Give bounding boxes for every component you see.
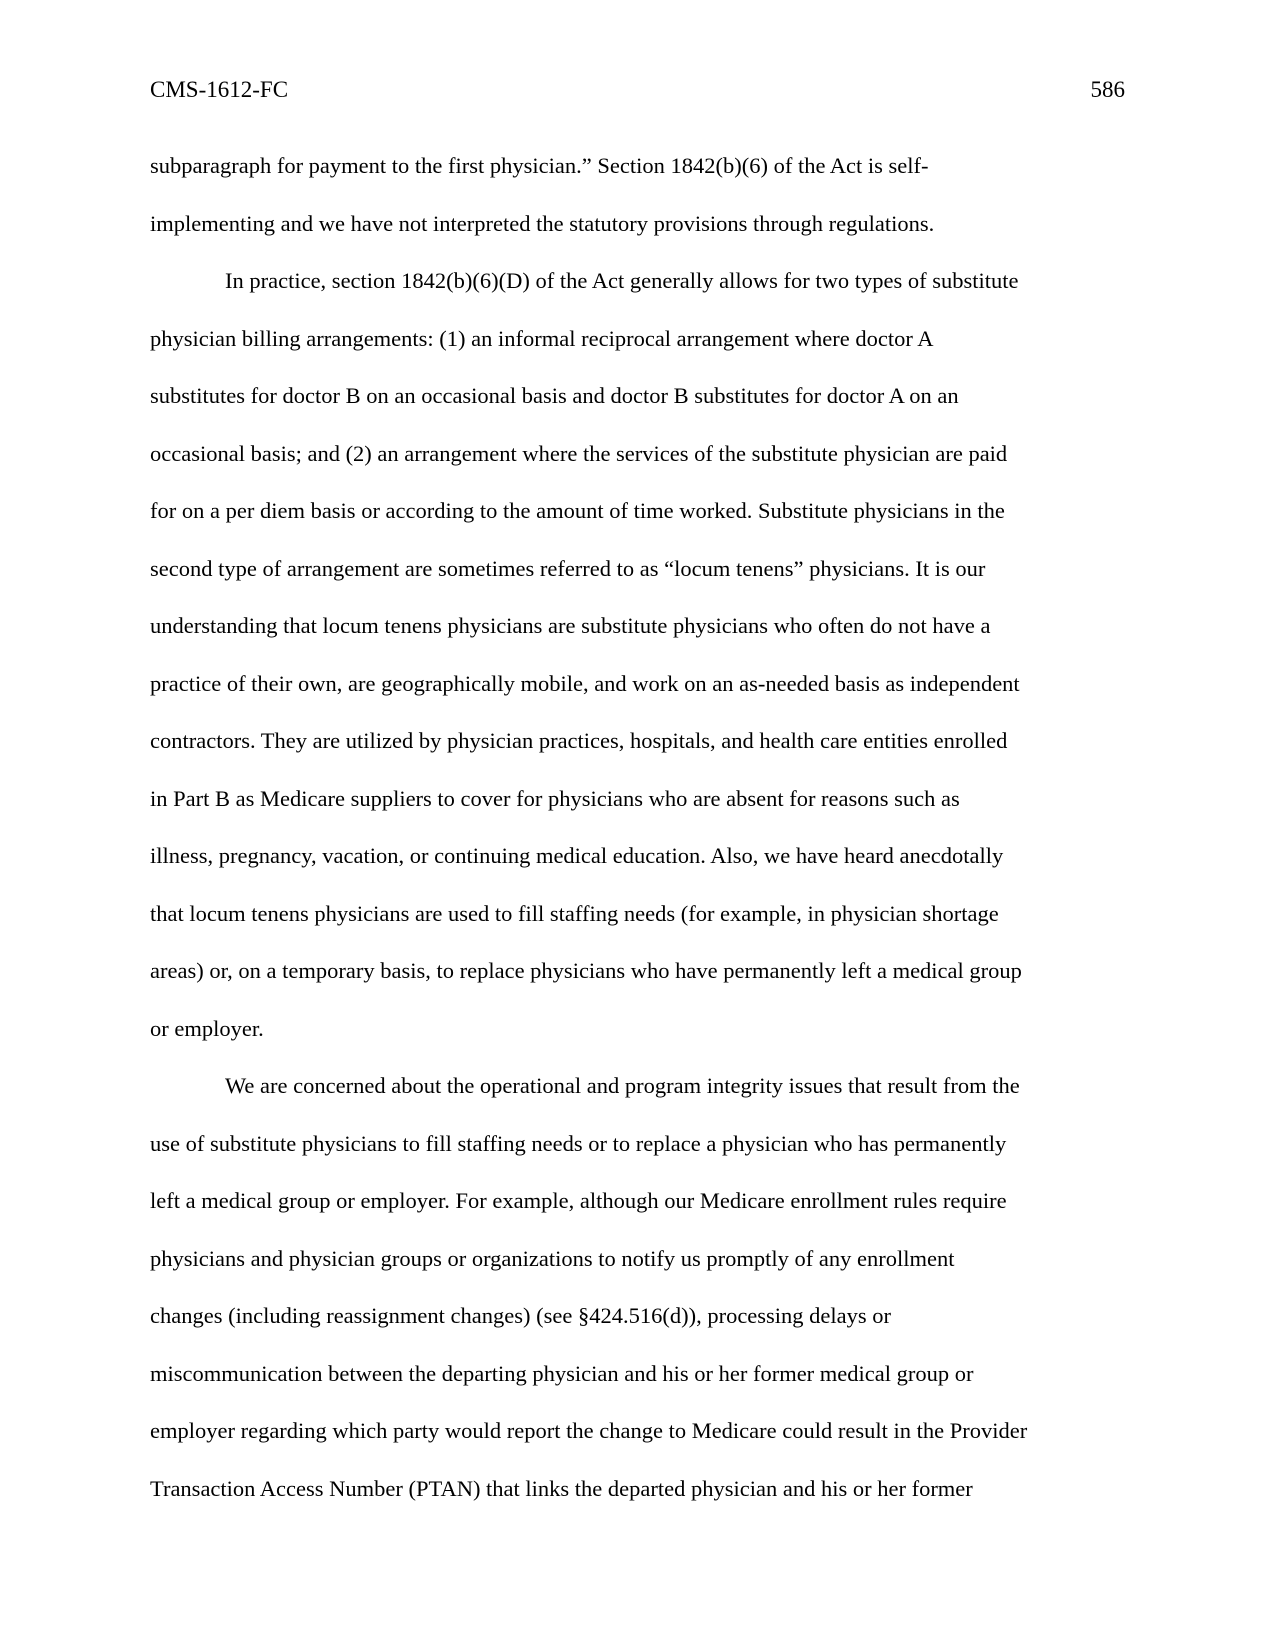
text-line: understanding that locum tenens physicians are substitute physicians who often do not have a xyxy=(150,613,991,638)
text-line: miscommunication between the departing physician and his or her former medical group or xyxy=(150,1360,974,1386)
text-line: illness, pregnancy, vacation, or continuing medical education. Also, we have heard anecdotally xyxy=(150,843,1004,868)
text-line: substitutes for doctor B on an occasional basis and doctor B substitutes for doctor A on an xyxy=(150,383,959,408)
text-line: Transaction Access Number (PTAN) that links the departed physician and his or her former xyxy=(150,1475,973,1501)
text-line: for on a per diem basis or according to the amount of time worked. Substitute physicians in the xyxy=(150,498,1005,523)
body-text xyxy=(150,137,1125,1517)
text-line: or employer. xyxy=(150,1015,264,1041)
text-line: use of substitute physicians to fill staffing needs or to replace a physician who has permanently xyxy=(150,1130,1007,1156)
page-number: 586 xyxy=(1090,77,1125,102)
text-line: We are concerned about the operational and program integrity issues that result from the xyxy=(225,1073,1020,1098)
text-line: left a medical group or employer. For example, although our Medicare enrollment rules require xyxy=(150,1188,1007,1213)
text-line: employer regarding which party would report the change to Medicare could result in the Provider xyxy=(150,1418,1028,1443)
paragraph-3 xyxy=(150,1057,1125,1517)
page-header xyxy=(150,72,1125,108)
text-line: in Part B as Medicare suppliers to cover for physicians who are absent for reasons such as xyxy=(150,785,960,811)
text-line: subparagraph for payment to the first physician.” Section 1842(b)(6) of the Act is self- xyxy=(150,153,929,178)
text-line: contractors. They are utilized by physician practices, hospitals, and health care entities enrolled xyxy=(150,728,1008,753)
text-line: occasional basis; and (2) an arrangement where the services of the substitute physician are paid xyxy=(150,440,1008,466)
text-line: implementing and we have not interpreted the statutory provisions through regulations. xyxy=(150,210,935,236)
paragraph-2 xyxy=(150,252,1125,1057)
text-line: physician billing arrangements: (1) an informal reciprocal arrangement where doctor A xyxy=(150,325,934,351)
text-line: changes (including reassignment changes) (see §424.516(d)), processing delays or xyxy=(150,1303,892,1328)
text-line: physicians and physician groups or organizations to notify us promptly of any enrollment xyxy=(150,1245,955,1271)
text-line: second type of arrangement are sometimes referred to as “locum tenens” physicians. It is our xyxy=(150,555,986,581)
paragraph-1 xyxy=(150,137,1125,252)
text-line: areas) or, on a temporary basis, to replace physicians who have permanently left a medical group xyxy=(150,958,1022,983)
document-id: CMS-1612-FC xyxy=(150,77,289,102)
text-line: In practice, section 1842(b)(6)(D) of the Act generally allows for two types of substitute xyxy=(225,268,1019,293)
text-line: practice of their own, are geographically mobile, and work on an as-needed basis as independent xyxy=(150,670,1020,696)
text-line: that locum tenens physicians are used to fill staffing needs (for example, in physician shortage xyxy=(150,900,999,926)
